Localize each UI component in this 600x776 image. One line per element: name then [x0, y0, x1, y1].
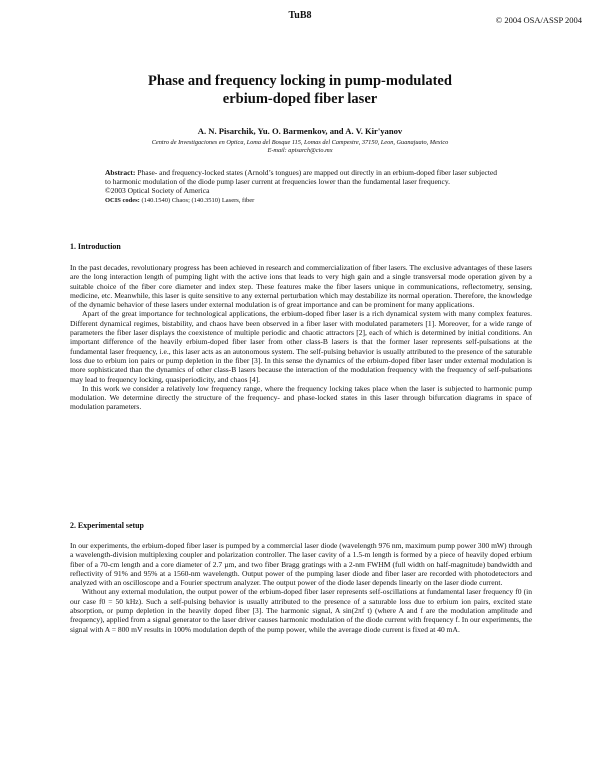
abstract-paragraph: [105, 168, 497, 186]
section-experimental-setup: [70, 521, 532, 634]
title-line-1: Phase and frequency locking in pump-modulated: [148, 73, 452, 89]
setup-paragraph-2: Without any external modulation, the output power of the erbium-doped fiber laser represents self-oscillations at fundamental laser frequency f0 (in our case f0 = 50 kHz). Such a self-pulsing behavior is usually attributed to the presence of a saturable loss due to erbium ion pairs, excited state absorption, or pump depletion in the heavily doped fiber [3]. The harmonic signal, A sin(2πf t) (where A and f are the modulation amplitude and frequency), applied from a signal generator to the laser driver causes harmonic modulation of the diode current with frequency f. In our experiments, the signal with A = 800 mV results in 100% modulation depth of the pump power, while the average diode current is fixed at 40 mA.: [70, 587, 532, 634]
paper-title: [60, 72, 540, 108]
abstract-text: Phase- and frequency-locked states (Arnold’s tongues) are mapped out directly in an erbium-doped fiber laser subjected to harmonic modulation of the diode pump laser current at frequencies lower than the fundamental laser frequency.: [105, 168, 498, 187]
title-line-2: erbium-doped fiber laser: [222, 91, 378, 107]
section-heading-experimental-setup: 2. Experimental setup: [70, 521, 144, 530]
section-introduction: [70, 242, 532, 412]
affiliation: [40, 139, 560, 155]
abstract-block: [105, 168, 497, 205]
author-list: A. N. Pisarchik, Yu. O. Barmenkov, and A. V. Kir'yanov: [197, 126, 403, 136]
ocis-codes: (140.1540) Chaos; (140.3510) Lasers, fiber: [141, 196, 255, 204]
abstract-label: Abstract:: [105, 168, 136, 177]
intro-paragraph-2: Apart of the great importance for technological applications, the erbium-doped fiber laser is a rich dynamical system with many complex features. Different dynamical regimes, bistability, and chaos have been observed in a fiber laser with modulated parameters [1]. Moreover, for a wide range of parameters the fiber laser displays the coexistence of multiple periodic and chaotic attractors [2], each of which is determined by initial conditions. An important difference of the heavily erbium-doped fiber laser from other class-B lasers is that the former laser represents self-pulsations at the fundamental laser frequency, i.e., this laser acts as an autonomous system. The self-pulsing behavior is usually attributed to the presence of the saturable loss due to erbium ion pairs or pump depletion in the fiber [3]. In this sense the dynamics of the erbium-doped fiber laser under external modulation is more sophisticated than the dynamics of other class-B lasers because the interaction of the modulation frequency with the frequency of self-pulsations may lead to frequency locking, quasiperiodicity, and chaos [4].: [70, 309, 532, 384]
setup-paragraph-1: In our experiments, the erbium-doped fiber laser is pumped by a commercial laser diode (wavelength 976 nm, maximum pump power 300 mW) through a wavelength-division multiplexing coupler and polarization controller. The laser cavity of a 1.5-m length is formed by a piece of heavily doped erbium fiber of a 70-cm length and a core diameter of 2.7 µm, and two fiber Bragg gratings with a 2-nm FWHM (full width on half-magnitude) bandwidth and reflectivity of 91% and 95% at a 1560-nm wavelength. Output power of the pumping laser diode and fiber laser are recorded with photodetectors and analyzed with an oscilloscope and a Fourier spectrum analyzer. The output power of the diode laser depends linearly on the laser diode current.: [70, 541, 532, 588]
ocis-label: OCIS codes:: [105, 196, 140, 204]
section-heading-introduction: 1. Introduction: [70, 242, 121, 251]
ocis-line: [105, 196, 497, 205]
intro-paragraph-3: In this work we consider a relatively low frequency range, where the frequency locking takes place when the laser is subjected to harmonic pump modulation. We determine directly the structure of the frequency- and phase-locked states in this laser through bifurcation diagrams in space of modulation parameters.: [70, 383, 532, 412]
affiliation-email: E-mail: apisarch@cio.mx: [267, 147, 333, 154]
intro-paragraph-1: In the past decades, revolutionary progress has been achieved in research and commercialization of fiber lasers. The exclusive advantages of these lasers are the long interaction length of pumping light with the active ions that leads to very high gain and a single transversal mode operation given by a suitable choice of the fiber core diameter and index step. These features make the fiber lasers unique in communications, reflectometry, sensing, medicine, etc. Meanwhile, this laser is quite sensitive to any external perturbation which may destabilize its normal operation. Therefore, the knowledge of the dynamic behavior of these lasers under external modulation is of great importance and can be prominent for many applications.: [70, 263, 532, 310]
abstract-copyright: ©2003 Optical Society of America: [105, 186, 210, 196]
session-code: TuB8: [288, 10, 312, 21]
affiliation-address: Centro de Investigaciones en Optica, Loma del Bosque 115, Lomas del Campestre, 37150, Leon, Guanajuato, Mexico: [151, 139, 449, 146]
header-copyright: © 2004 OSA/ASSP 2004: [495, 15, 582, 25]
